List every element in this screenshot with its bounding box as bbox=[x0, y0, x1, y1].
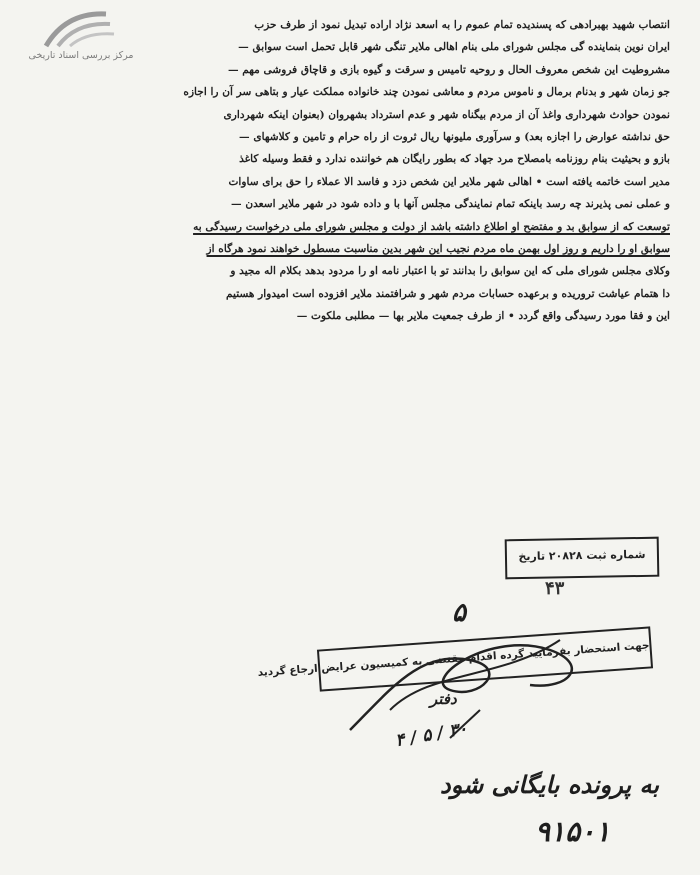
letter-line: ایران نوین بنماینده گی مجلس شورای ملی بنام اهالی ملایر تنگی شهر قابل تحمل است سوابق — bbox=[238, 41, 670, 54]
archive-logo-text: مرکز بررسی اسناد تاریخی bbox=[28, 50, 134, 61]
handwritten-mark: ۵ bbox=[452, 598, 466, 628]
archive-number: ۹۱۵۰۱ bbox=[535, 815, 611, 848]
letter-line: وکلای مجلس شورای ملی که این سوابق را بدانند تو با اعتبار نامه او را مردود بدهد بکلام اله مجید و bbox=[230, 265, 670, 278]
handwritten-note: دفتر bbox=[430, 690, 457, 708]
letter-line: انتصاب شهید بهبرادهی که پسندیده تمام عموم را به اسعد نژاد اراده تبدیل نمود از طرف حزب bbox=[254, 19, 670, 31]
letter-line: دا هتمام عیاشت تروریده و برعهده حسابات مردم شهر و شرافتمند ملایر افزوده است امیدوار هستیم bbox=[226, 287, 670, 300]
letter-line-underlined: سوابق او را داریم و روز اول بهمن ماه مردم نجیب این شهر بدین مناسبت مسطول خواهند نمود هرگاه از bbox=[206, 243, 670, 256]
referral-stamp: جهت استحضار بفرمایید گرده اقدام مقتضی به کمیسیون عرایض ارجاع گردید bbox=[317, 626, 653, 691]
letter-body bbox=[40, 14, 670, 328]
letter-line: مدیر است خاتمه یافته است • اهالی شهر ملایر این شخص دزد و فاسد الا عملاء را حق برای ساوات bbox=[228, 175, 670, 188]
receipt-number: ۴۳ bbox=[545, 578, 565, 599]
letter-line: مشروطیت این شخص معروف الحال و روحیه تامیس و سرقت و گیوه بازی و قاچاق فروشی مهم — bbox=[227, 63, 670, 76]
letter-line: حق نداشته عوارض را اجازه بعد) و سرآوری ملیونها ریال ثروت از راه حرام و تامین و کلاشهای — bbox=[239, 131, 670, 144]
handwritten-date: ۳۰ / ۵ / ۴ bbox=[393, 718, 469, 752]
letter-line: بازو و بحیثیت بنام روزنامه بامصلاح مرد جهاد که بطور رایگان هم خواننده ندارد و فقط وسیله کاغذ bbox=[239, 153, 670, 166]
signature-scribble bbox=[330, 590, 630, 740]
letter-line-underlined: توسعت که از سوابق بد و مفتضح او اطلاع داشته باشد از دولت و مجلس شورای ملی درخواست رسیدگی به bbox=[193, 220, 670, 233]
handwritten-instruction: به پرونده بایگانی شود bbox=[440, 770, 660, 799]
letter-line: جو زمان شهر و بدنام برمال و ناموس مردم و معاشی نمودن چند خانواده مملکت عیار و بتاهی سر آن را اجازه bbox=[183, 86, 670, 99]
letter-line: و عملی نمی پذیرند چه رسد باینکه تمام نمایندگی مجلس آنها با و داده شود در شهر ملایر اسعدن — bbox=[231, 198, 670, 211]
letter-line: این و فقا مورد رسیدگی واقع گردد • از طرف جمعیت ملایر بها — مطلبی ملکوت — bbox=[296, 310, 670, 323]
receipt-stamp: شماره ثبت ۲۰۸۲۸ تاریخ bbox=[505, 537, 660, 580]
letter-line: نمودن حوادث شهرداری واغذ آن از مردم بیگناه شهر و عدم استرداد بشهروان (بعنوان اینکه شهرداری bbox=[223, 108, 670, 121]
